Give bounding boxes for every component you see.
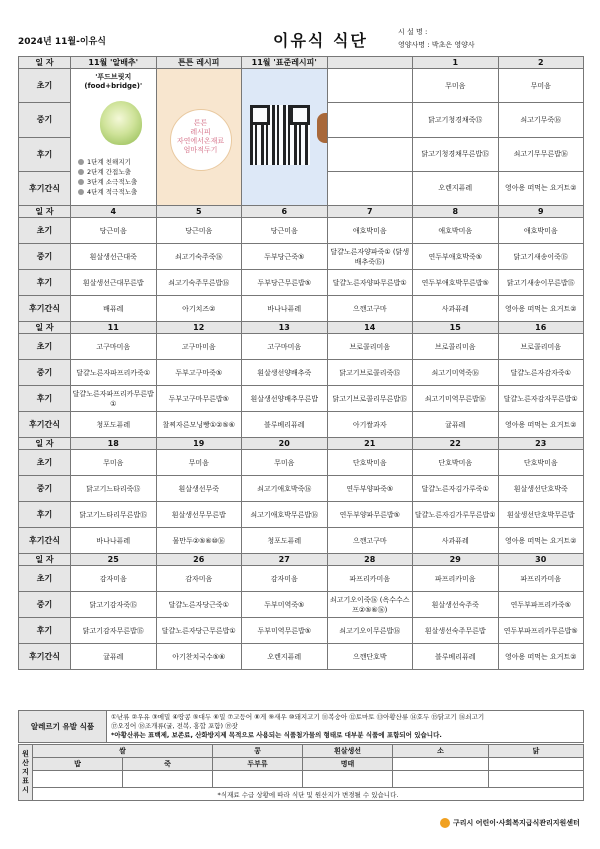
origin-empty-1 [393, 771, 489, 788]
origin-tofu: 두부류 [213, 758, 303, 771]
menu-cell: 영아용 떠먹는 요거트② [498, 171, 584, 205]
cabbage-image [100, 101, 142, 145]
center-logo-icon [440, 818, 450, 828]
menu-cell: 브로콜리미음 [413, 334, 499, 360]
meal-late-label: 후기 [19, 618, 71, 644]
menu-cell: 연두부양파무른밥⑤ [327, 502, 413, 528]
day-number [327, 57, 413, 69]
menu-cell: 쇠고기미역무른밥⑯ [413, 386, 499, 412]
day-number: 27 [242, 554, 328, 566]
menu-cell: 무미음 [498, 69, 584, 103]
menu-cell: 달걀노른자양파죽① (닭생배추죽⑮) [327, 244, 413, 270]
menu-row [19, 618, 584, 644]
menu-cell: 흰살생선무죽 [156, 476, 242, 502]
menu-cell: 흰살생선근대죽 [71, 244, 157, 270]
meal-middle-label: 중기 [19, 360, 71, 386]
menu-cell: 감자미음 [242, 566, 328, 592]
menu-cell: 단호박미음 [327, 450, 413, 476]
menu-cell: 귤퓨레 [71, 644, 157, 670]
menu-row [19, 334, 584, 360]
menu-cell: 영아용 떠먹는 요거트② [498, 412, 584, 438]
week-day-row [19, 206, 584, 218]
day-number: 19 [156, 438, 242, 450]
allergy-label: 알레르기 유발 식품 [19, 711, 107, 743]
origin-fish: 흰살생선 [303, 745, 393, 758]
menu-cell: 애호박미음 [413, 218, 499, 244]
stage-label: 4단계 적극적노출 [87, 188, 138, 196]
allergy-table [18, 710, 584, 743]
meal-snack-label: 후기간식 [19, 644, 71, 670]
promo-standard-recipe [242, 69, 328, 206]
menu-cell: 사과퓨레 [413, 296, 499, 322]
menu-row [19, 244, 584, 270]
stage-list [78, 157, 137, 197]
menu-cell: 오렌지퓨레 [413, 171, 499, 205]
menu-cell: 달걀노른자파프리카무른밥① [71, 386, 157, 412]
menu-cell: 닭고기감자무른밥⑮ [71, 618, 157, 644]
menu-cell: 닭고기새송이무른밥⑮ [498, 270, 584, 296]
meal-snack-label: 후기간식 [19, 412, 71, 438]
origin-note: *식재료 수급 상황에 따라 식단 및 원산지가 변경될 수 있습니다. [33, 788, 584, 801]
day-number: 4 [71, 206, 157, 218]
menu-cell: 영아용 떠먹는 요거트② [498, 296, 584, 322]
menu-cell: 흰살생선양배추죽 [242, 360, 328, 386]
meal-middle-label: 중기 [19, 103, 71, 137]
menu-cell: 쇠고기오이죽⑯ (옥수수스프②⑤⑥⑯) [327, 592, 413, 618]
menu-cell: 연두부양파죽⑤ [327, 476, 413, 502]
day-number: 9 [498, 206, 584, 218]
menu-cell: 두부고구마무른밥⑤ [156, 386, 242, 412]
meal-late-label: 후기 [19, 386, 71, 412]
origin-juk: 죽 [123, 758, 213, 771]
menu-row [19, 476, 584, 502]
week-day-row [19, 554, 584, 566]
week-day-row [19, 57, 584, 69]
mascot-icon [317, 113, 327, 143]
menu-cell: 흰살생선근대무른밥 [71, 270, 157, 296]
day-number: 11 [71, 322, 157, 334]
menu-cell: 아기치즈② [156, 296, 242, 322]
origin-pollock: 명태 [303, 758, 393, 771]
meal-breakfast-label: 초기 [19, 218, 71, 244]
menu-cell: 두부당근죽⑤ [242, 244, 328, 270]
menu-cell: 닭고기청경채무른밥⑮ [413, 137, 499, 171]
menu-cell: 달걀노른자감자무른밥① [498, 386, 584, 412]
menu-cell: 연두부애호박죽⑤ [413, 244, 499, 270]
origin-bap-value [33, 771, 123, 788]
menu-cell: 브로콜리미음 [327, 334, 413, 360]
menu-cell: 닭고기브로콜리죽⑮ [327, 360, 413, 386]
origin-empty-2 [489, 771, 584, 788]
page-header [18, 26, 584, 56]
menu-cell: 무미음 [413, 69, 499, 103]
meal-snack-label: 후기간식 [19, 528, 71, 554]
menu-cell: 쇠고기숙주죽⑯ [156, 244, 242, 270]
menu-cell: 감자미음 [71, 566, 157, 592]
day-number: 12 [156, 322, 242, 334]
menu-cell: 쇠고기애호박죽⑯ [242, 476, 328, 502]
menu-cell: 연두부애호박무른밥⑤ [413, 270, 499, 296]
day-number: 22 [413, 438, 499, 450]
recipe-label: 튼튼 레시피 자연에서온재료 엄마적두기 [176, 119, 225, 154]
day-number: 16 [498, 322, 584, 334]
stage-item [78, 177, 137, 187]
menu-cell: 바나나퓨레 [242, 296, 328, 322]
day-number: 18 [71, 438, 157, 450]
day-number: 21 [327, 438, 413, 450]
promo-food-bridge [71, 69, 157, 206]
day-number: 14 [327, 322, 413, 334]
menu-table [18, 56, 584, 670]
menu-row [19, 528, 584, 554]
menu-cell: 두부미역무른밥⑤ [242, 618, 328, 644]
menu-cell: 달걀노른자당근무른밥① [156, 618, 242, 644]
day-number: 1 [413, 57, 499, 69]
menu-row [19, 592, 584, 618]
menu-cell: 달걀노른자양파무른밥① [327, 270, 413, 296]
menu-cell: 영아용 떠먹는 요거트② [498, 528, 584, 554]
meal-breakfast-label: 초기 [19, 334, 71, 360]
header-info [398, 26, 475, 52]
origin-beef: 소 [393, 745, 489, 758]
day-number: 8 [413, 206, 499, 218]
menu-cell: 두부고구마죽⑤ [156, 360, 242, 386]
menu-row [19, 502, 584, 528]
stage-item [78, 157, 137, 167]
menu-cell: 감자미음 [156, 566, 242, 592]
day-label: 일 자 [19, 322, 71, 334]
menu-row [19, 296, 584, 322]
menu-cell: 달걀노른자김가루무른밥① [413, 502, 499, 528]
day-label: 일 자 [19, 206, 71, 218]
meal-breakfast-label: 초기 [19, 566, 71, 592]
menu-cell: 연두부파프리카죽⑤ [498, 592, 584, 618]
meal-late-label: 후기 [19, 502, 71, 528]
origin-table [18, 744, 584, 801]
day-number: 30 [498, 554, 584, 566]
menu-cell: 배퓨레 [71, 296, 157, 322]
menu-cell: 쇠고기애호박무른밥⑯ [242, 502, 328, 528]
day-label: 일 자 [19, 438, 71, 450]
allergy-note: *아황산류는 표백제, 보존료, 산화방지제 목적으로 사용되는 식품첨가물의 형태로 대부분 식품에 포함되어 있습니다. [111, 731, 442, 739]
day-number: 7 [327, 206, 413, 218]
menu-row [19, 412, 584, 438]
menu-row [19, 450, 584, 476]
menu-cell: 블루베리퓨레 [413, 644, 499, 670]
menu-cell: 연두부파프리카무른밥⑤ [498, 618, 584, 644]
menu-cell: 흰살생선단호박죽 [498, 476, 584, 502]
menu-cell: 고구마미음 [71, 334, 157, 360]
menu-cell: 쇠고기무무른밥⑯ [498, 137, 584, 171]
menu-cell: 단호박미음 [413, 450, 499, 476]
meal-breakfast-label: 초기 [19, 450, 71, 476]
menu-cell: 청포도퓨레 [242, 528, 328, 554]
origin-juk-value [123, 771, 213, 788]
stage-label: 1단계 친해지기 [87, 158, 131, 166]
day-number: 20 [242, 438, 328, 450]
menu-cell: 영아용 떠먹는 요거트② [498, 644, 584, 670]
menu-cell: 쇠고기무죽⑯ [498, 103, 584, 137]
menu-cell: 달걀노른자당근죽① [156, 592, 242, 618]
menu-cell: 파프리카미음 [413, 566, 499, 592]
qr-code-icon[interactable] [250, 105, 310, 165]
menu-cell: 물만두②⑤⑥⑩⑯ [156, 528, 242, 554]
menu-cell: 닭고기새송이죽⑮ [498, 244, 584, 270]
day-number: 13 [242, 322, 328, 334]
menu-cell: 쇠고기오이무른밥⑯ [327, 618, 413, 644]
stage-dot-icon [78, 189, 84, 195]
menu-cell: 파프리카미음 [498, 566, 584, 592]
nutritionist-label: 영양사명 : 박초은 영양사 [398, 41, 475, 49]
meal-snack-label: 후기간식 [19, 296, 71, 322]
period-label: 2024년 11월-이유식 [18, 37, 106, 47]
day-number: 28 [327, 554, 413, 566]
menu-cell: 으깬단호박 [327, 644, 413, 670]
week-day-row [19, 322, 584, 334]
menu-cell: 단호박미음 [498, 450, 584, 476]
menu-cell: 닭고기느타리죽⑮ [71, 476, 157, 502]
menu-cell [327, 103, 413, 137]
day-label: 일 자 [19, 554, 71, 566]
menu-cell: 닭고기브로콜리무른밥⑮ [327, 386, 413, 412]
day-label: 일 자 [19, 57, 71, 69]
menu-row [19, 218, 584, 244]
menu-cell: 바나나퓨레 [71, 528, 157, 554]
menu-cell: 고구마미음 [156, 334, 242, 360]
allergy-line-1: ①난류 ②우유 ③메밀 ④땅콩 ⑤대두 ⑥밀 ⑦고등어 ⑧게 ⑨새우 ⑩돼지고기 ⑪복숭아 ⑫토마토 ⑬아황산류 ⑭호두 ⑮닭고기 ⑯쇠고기 [111, 713, 485, 721]
day-number: 26 [156, 554, 242, 566]
meal-snack-label: 후기간식 [19, 171, 71, 205]
menu-cell: 브로콜리미음 [498, 334, 584, 360]
menu-cell: 흰살생선숙주죽 [413, 592, 499, 618]
menu-cell: 흰살생선숙주무른밥 [413, 618, 499, 644]
menu-cell: 애호박미음 [327, 218, 413, 244]
menu-cell: 당근미음 [242, 218, 328, 244]
menu-cell: 으깬고구마 [327, 296, 413, 322]
menu-cell: 아기찬치국수⑤⑥ [156, 644, 242, 670]
promo-recipe [156, 69, 242, 206]
menu-cell: 고구마미음 [242, 334, 328, 360]
day-number: 5 [156, 206, 242, 218]
menu-row [19, 386, 584, 412]
menu-cell: 아기쌀과자 [327, 412, 413, 438]
week-day-row [19, 438, 584, 450]
menu-cell: 애호박미음 [498, 218, 584, 244]
day-number: 29 [413, 554, 499, 566]
menu-cell: 흰살생선무무른밥 [156, 502, 242, 528]
stage-dot-icon [78, 169, 84, 175]
meal-middle-label: 중기 [19, 244, 71, 270]
menu-cell: 블루베리퓨레 [242, 412, 328, 438]
menu-cell: 흰살생선단호박무른밥 [498, 502, 584, 528]
page-title: 이유식 식단 [273, 31, 368, 50]
menu-row [19, 644, 584, 670]
menu-cell: 파프리카미음 [327, 566, 413, 592]
stage-dot-icon [78, 179, 84, 185]
footer-label: 구리시 어린이·사회복지급식관리지원센터 [453, 819, 580, 827]
menu-cell: 사과퓨레 [413, 528, 499, 554]
menu-cell: 청포도퓨레 [71, 412, 157, 438]
origin-bean: 콩 [213, 745, 303, 758]
stage-item [78, 187, 137, 197]
menu-cell: 무미음 [242, 450, 328, 476]
meal-late-label: 후기 [19, 270, 71, 296]
menu-cell: 무미음 [156, 450, 242, 476]
facility-label: 시 설 명 : [398, 28, 428, 36]
origin-tofu-value [213, 771, 303, 788]
menu-cell: 무미음 [71, 450, 157, 476]
promo-title-3: 11월 '표준레시피' [242, 57, 328, 69]
menu-cell: 달걀노른자감자죽① [498, 360, 584, 386]
origin-beef-value [393, 758, 489, 771]
day-number: 2 [498, 57, 584, 69]
food-bridge-label: '푸드브릿지 (food+bridge)' [84, 73, 143, 90]
menu-row [19, 270, 584, 296]
origin-chicken-value [489, 758, 584, 771]
origin-rice: 쌀 [33, 745, 213, 758]
menu-row [19, 69, 584, 103]
menu-cell: 으깬고구마 [327, 528, 413, 554]
menu-cell: 당근미음 [71, 218, 157, 244]
meal-middle-label: 중기 [19, 476, 71, 502]
promo-title-1: 11월 '알배추' [71, 57, 157, 69]
menu-cell: 달걀노른자김가루죽① [413, 476, 499, 502]
day-number: 15 [413, 322, 499, 334]
stage-item [78, 167, 137, 177]
stage-label: 2단계 간접노출 [87, 168, 131, 176]
origin-pollock-value [303, 771, 393, 788]
day-number: 6 [242, 206, 328, 218]
menu-cell: 달걀노른자파프리카죽① [71, 360, 157, 386]
day-number: 23 [498, 438, 584, 450]
menu-cell: 흰살생선양배추무른밥 [242, 386, 328, 412]
menu-cell: 당근미음 [156, 218, 242, 244]
allergy-line-2: ⑰오징어 ⑱조개류(굴, 전복, 홍합 포함) ⑲잣 [111, 722, 238, 730]
allergy-list [107, 711, 584, 743]
menu-cell [327, 171, 413, 205]
menu-cell: 귤퓨레 [413, 412, 499, 438]
menu-cell [327, 137, 413, 171]
meal-breakfast-label: 초기 [19, 69, 71, 103]
meal-late-label: 후기 [19, 137, 71, 171]
day-number: 25 [71, 554, 157, 566]
menu-cell: 닭고기느타리무른밥⑮ [71, 502, 157, 528]
origin-side-label: 원산지표시 [19, 745, 33, 801]
menu-cell: 오렌지퓨레 [242, 644, 328, 670]
menu-cell: 닭고기감자죽⑮ [71, 592, 157, 618]
menu-cell: 찰찌자른모닝빵①②⑤⑥ [156, 412, 242, 438]
menu-row [19, 360, 584, 386]
menu-row [19, 566, 584, 592]
menu-cell [327, 69, 413, 103]
stage-label: 3단계 소극적노출 [87, 178, 138, 186]
menu-cell: 쇠고기미역죽⑯ [413, 360, 499, 386]
footer-org [440, 818, 580, 828]
stage-dot-icon [78, 159, 84, 165]
origin-bap: 밥 [33, 758, 123, 771]
menu-cell: 닭고기청경채죽⑮ [413, 103, 499, 137]
origin-chicken: 닭 [489, 745, 584, 758]
menu-cell: 쇠고기숙주무른밥⑯ [156, 270, 242, 296]
menu-cell: 두부당근무른밥⑤ [242, 270, 328, 296]
meal-middle-label: 중기 [19, 592, 71, 618]
promo-title-2: 튼튼 레시피 [156, 57, 242, 69]
menu-cell: 두부미역죽⑤ [242, 592, 328, 618]
